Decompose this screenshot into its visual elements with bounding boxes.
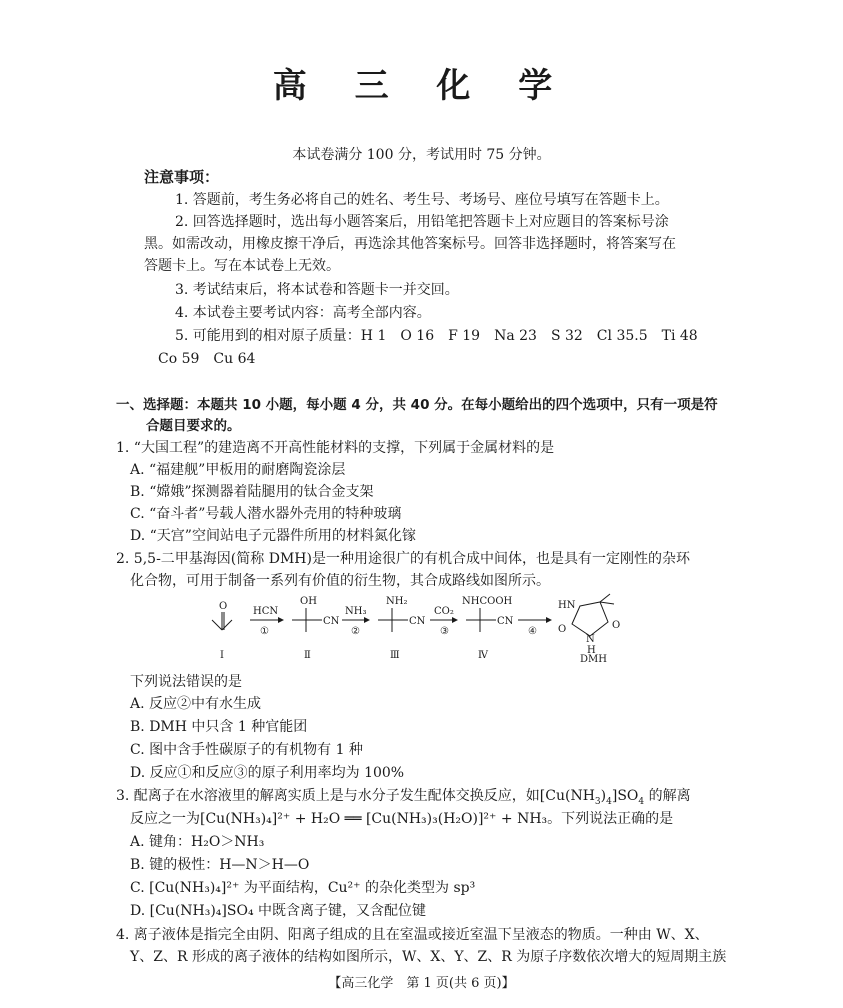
question-2-stem: 2. 5,5-二甲基海因(简称 DMH)是一种用途很广的有机合成中间体，也是具有一定刚性的杂环 — [116, 551, 690, 567]
question-3-option-d: D. [Cu(NH₃)₄]SO₄ 中既含离子键，又含配位键 — [130, 903, 427, 919]
label-compound-3: Ⅲ — [390, 650, 400, 661]
question-2-stem-cont: 化合物，可用于制备一系列有价值的衍生物，其合成路线如图所示。 — [130, 573, 550, 589]
dmh-o-right: O — [612, 620, 621, 631]
compound-4-cn: CN — [497, 616, 514, 627]
step-3-label: ③ — [440, 626, 449, 637]
reagent-co2: CO₂ — [434, 606, 454, 617]
notice-heading: 注意事项： — [144, 168, 220, 186]
question-3-stem-cont: 反应之一为[Cu(NH₃)₄]²⁺ + H₂O ══ [Cu(NH₃)₃(H₂O)]²⁺ + NH₃。下列说法正确的是 — [130, 811, 674, 827]
notice-line: 3. 考试结束后，将本试卷和答题卡一并交回。 — [175, 282, 459, 298]
q3-text-c: ) — [600, 788, 607, 804]
step-4-label: ④ — [528, 626, 537, 637]
notice-line: 2. 回答选择题时，选出每小题答案后，用铅笔把答题卡上对应题目的答案标号涂 — [175, 214, 669, 230]
notice-line: 答题卡上。写在本试卷上无效。 — [144, 258, 340, 274]
compound-2-structure — [292, 596, 340, 632]
step-2-label: ② — [351, 626, 360, 637]
compound-2-cn: CN — [323, 616, 340, 627]
notice-line: 5. 可能用到的相对原子质量：H 1 O 16 F 19 Na 23 S 32 Cl 35.5 Ti 48 — [175, 328, 698, 344]
exam-info: 本试卷满分 100 分，考试用时 75 分钟。 — [292, 147, 551, 163]
question-3-option-c: C. [Cu(NH₃)₄]²⁺ 为平面结构，Cu²⁺ 的杂化类型为 sp³ — [130, 880, 476, 896]
label-dmh: DMH — [580, 654, 607, 664]
question-3-stem — [116, 786, 691, 812]
q3-text-a: 3. 配离子在水溶液里的解离实质上是与水分子发生配体交换反应，如[Cu(NH — [116, 788, 595, 804]
notice-line: Co 59 Cu 64 — [158, 351, 256, 367]
dmh-hn: HN — [558, 600, 576, 611]
q3-text-e: ]SO — [611, 788, 639, 804]
question-2-option-a: A. 反应②中有水生成 — [130, 696, 262, 712]
dmh-h: H — [587, 645, 596, 656]
q3-sub-3: 3 — [594, 796, 601, 807]
question-1-option-c: C. “奋斗者”号载人潜水器外壳用的特种玻璃 — [130, 506, 402, 522]
question-3-option-b: B. 键的极性：H—N＞H—O — [130, 857, 310, 873]
label-compound-1: Ⅰ — [220, 650, 224, 661]
compound-1-oxygen: O — [219, 601, 228, 612]
compound-4-nhcooh: NHCOOH — [462, 596, 513, 607]
compound-2-oh: OH — [300, 596, 317, 607]
q3-sub-4b: 4 — [638, 796, 645, 807]
question-1-option-d: D. “天宫”空间站电子元器件所用的材料氮化镓 — [130, 528, 416, 544]
dmh-o-left: O — [558, 624, 567, 635]
question-1-option-b: B. “嫦娥”探测器着陆腿用的钛合金支架 — [130, 484, 374, 500]
question-2-option-b: B. DMH 中只含 1 种官能团 — [130, 719, 308, 735]
reagent-nh3: NH₃ — [345, 606, 367, 617]
reagent-hcn: HCN — [253, 606, 279, 617]
section-heading-cont: 合题目要求的。 — [146, 418, 241, 434]
dmh-structure — [558, 594, 620, 656]
compound-1-structure — [212, 601, 232, 630]
label-compound-4: Ⅳ — [478, 650, 488, 661]
q3-sub-4: 4 — [606, 796, 612, 807]
question-1-stem: 1. “大国工程”的建造离不开高性能材料的支撑，下列属于金属材料的是 — [116, 440, 555, 456]
compound-3-nh2: NH₂ — [386, 596, 408, 607]
page-title: 高 三 化 学 — [272, 66, 571, 106]
notice-line: 黑。如需改动，用橡皮擦干净后，再选涂其他答案标号。回答非选择题时，将答案写在 — [144, 236, 676, 252]
question-3-option-a: A. 键角：H₂O＞NH₃ — [130, 834, 265, 850]
question-1-option-a: A. “福建舰”甲板用的耐磨陶瓷涂层 — [130, 462, 346, 478]
step-1-label: ① — [260, 626, 269, 637]
dmh-n: N — [586, 634, 595, 645]
question-2-option-d: D. 反应①和反应③的原子利用率均为 100% — [130, 765, 405, 781]
compound-3-cn: CN — [409, 616, 426, 627]
notice-line: 1. 答题前，考生务必将自己的姓名、考生号、考场号、座位号填写在答题卡上。 — [175, 192, 669, 208]
notice-line: 4. 本试卷主要考试内容：高考全部内容。 — [175, 305, 431, 321]
label-compound-2: Ⅱ — [304, 650, 311, 661]
q3-text-g: 的解离 — [644, 788, 691, 804]
page-footer: 【高三化学 第 1 页(共 6 页)】 — [328, 976, 515, 991]
section-heading: 一、选择题：本题共 10 小题，每小题 4 分，共 40 分。在每小题给出的四个选项中，只有一项是符 — [116, 397, 718, 413]
question-4-stem-cont: Y、Z、R 形成的离子液体的结构如图所示，W、X、Y、Z、R 为原子序数依次增大的短周期主族 — [130, 949, 727, 965]
compound-3-structure — [378, 596, 426, 632]
question-2-option-c: C. 图中含手性碳原子的有机物有 1 种 — [130, 742, 363, 758]
question-4-stem: 4. 离子液体是指完全由阴、阳离子组成的且在室温或接近室温下呈液态的物质。一种由 W、X、 — [116, 927, 709, 943]
synthesis-route-diagram — [200, 592, 640, 664]
compound-4-structure — [462, 596, 514, 632]
question-2-prompt: 下列说法错误的是 — [130, 674, 242, 690]
